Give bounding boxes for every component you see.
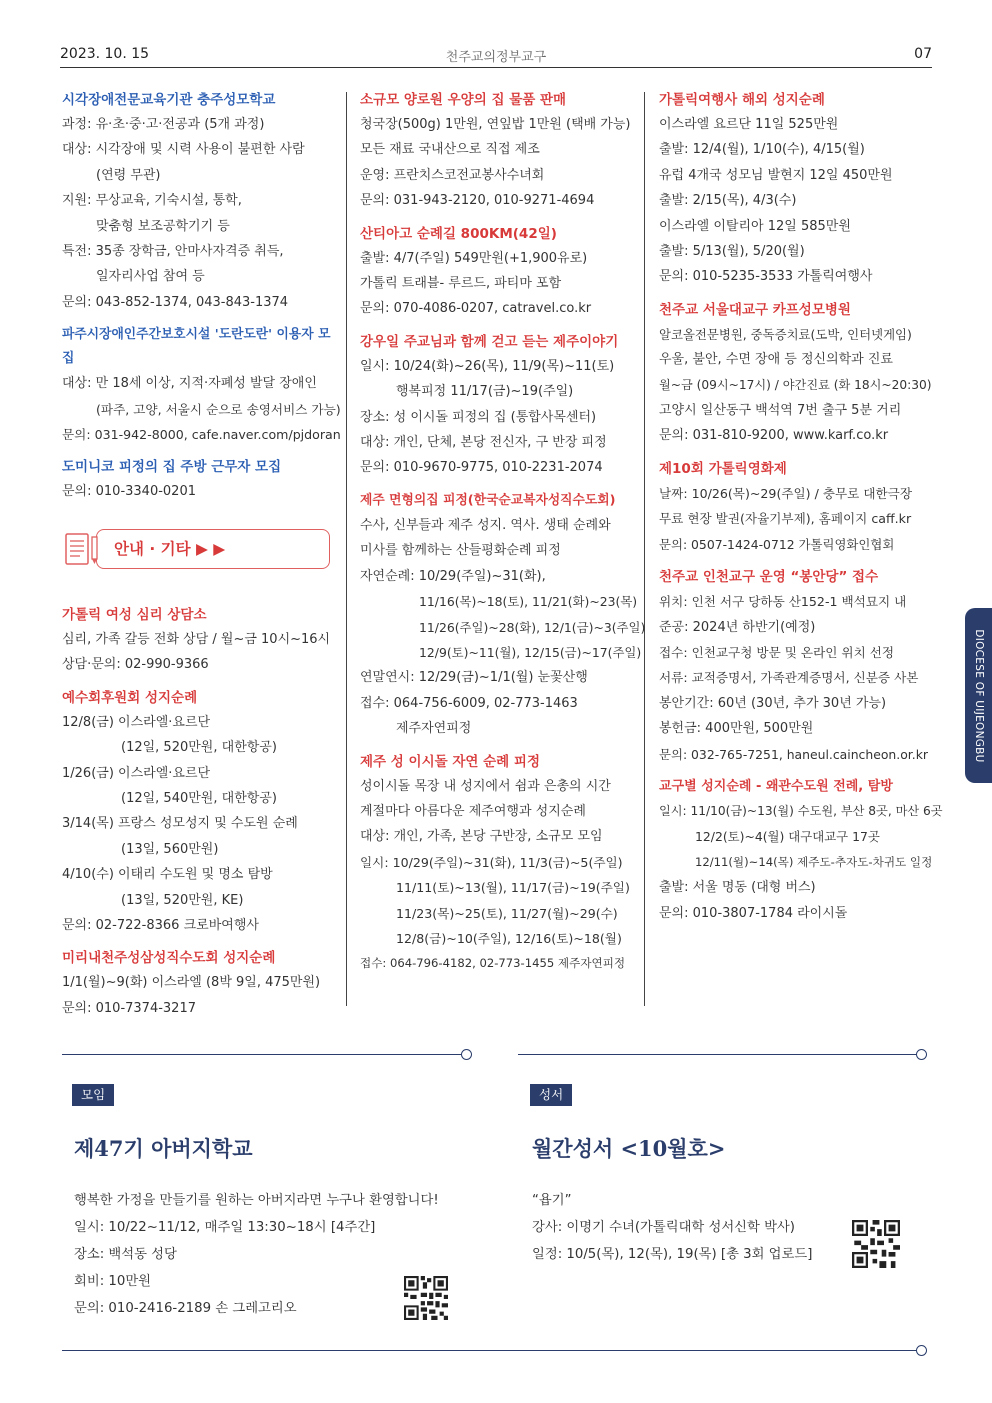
notice-line: 문의: 0507-1424-0712 가톨릭영화인협회 (659, 536, 895, 552)
notice-line: 대상: 만 18세 이상, 지적·자폐성 발달 장애인 (62, 376, 317, 392)
notice-isidore (360, 750, 632, 977)
divider-circle (461, 1049, 472, 1060)
section-header-info (62, 529, 334, 569)
notice-line: 날짜: 10/26(목)~29(주일) / 충무로 대한극장 (659, 485, 913, 501)
notice-line: 봉안기간: 60년 (30년, 추가 30년 가능) (659, 695, 887, 711)
notice-line: 출발: 5/13(월), 5/20(월) (659, 244, 805, 260)
notice-line: 운영: 프란치스코전교봉사수녀회 (360, 167, 545, 183)
notice-counsel (62, 603, 334, 678)
notice-line: 일시: 10/29(주일)~31(화), 11/3(금)~5(주일) (360, 854, 623, 870)
notice-kang (360, 330, 632, 481)
notice-waegwan (659, 775, 943, 926)
notice-santiago (360, 222, 632, 322)
notice-line: 가톨릭 트래블- 루르드, 파티마 포함 (360, 276, 562, 292)
notice-yesu (62, 686, 334, 939)
feature-line: 회비: 10만원 (74, 1274, 152, 1289)
notice-line: 모든 재료 국내산으로 직접 제조 (360, 142, 540, 158)
notice-line: 12/11(월)~14(목) 제주도-추자도-차귀도 일정 (695, 854, 933, 869)
notice-line: 문의: 031-810-9200, www.karf.co.kr (659, 428, 889, 444)
notice-line: (13일, 520만원, KE) (121, 892, 244, 908)
notice-title: 천주교 인천교구 운영 “봉안당” 접수 (659, 569, 879, 586)
feature-line: 행복한 가정을 만들기를 원하는 아버지라면 누구나 환영합니다! (74, 1193, 439, 1208)
notice-line: 알코올전문병원, 중독증치료(도박, 인터넷게임) (659, 326, 912, 342)
notice-line: 대상: 개인, 단체, 본당 전신자, 구 반장 피정 (360, 435, 607, 451)
notice-line: 문의: 010-3807-1784 라이시돌 (659, 905, 848, 921)
notice-line: 행복피정 11/17(금)~19(주일) (396, 384, 574, 400)
notepad-pencil-icon (62, 531, 102, 567)
notice-line: 서류: 교적증명서, 가족관계증명서, 신분증 사본 (659, 670, 919, 686)
qr-code-icon[interactable] (852, 1220, 900, 1268)
divider-circle (916, 1049, 927, 1060)
column-1 (62, 88, 341, 1029)
notice-karf (659, 298, 939, 449)
notice-line: 과정: 유·초·중·고·전공과 (5개 과정) (62, 117, 265, 132)
notice-title: 가톨릭 여성 심리 상담소 (62, 606, 207, 623)
notice-line: 11/16(목)~18(토), 11/21(화)~23(목) (419, 594, 638, 610)
notice-line: (연령 무관) (96, 167, 161, 183)
notice-title: 예수회후원회 성지순례 (62, 689, 198, 706)
notice-line: 문의: 010-7374-3217 (62, 1000, 196, 1016)
notice-title: 제주 성 이시돌 자연 순례 피정 (360, 753, 540, 770)
notice-line: 준공: 2024년 하반기(예정) (659, 619, 816, 635)
notice-line: 12/9(토)~11(월), 12/15(금)~17(주일) (419, 644, 642, 660)
notice-title: 산티아고 순례길 800KM(42일) (360, 225, 557, 242)
notice-line: 성이시돌 목장 내 성지에서 쉼과 은총의 시간 (360, 778, 611, 794)
notice-line: 문의: 010-5235-3533 가톨릭여행사 (659, 269, 873, 285)
notice-line: 12/2(토)~4(월) 대구대교구 17곳 (695, 829, 880, 845)
notice-line: 지원: 무상교육, 기숙시설, 통학, (62, 193, 242, 209)
notice-title: 소규모 양로원 우양의 집 물품 판매 (360, 92, 567, 108)
notice-line: (12일, 540만원, 대한항공) (121, 790, 277, 806)
notice-line: 미사를 함께하는 산들평화순례 피정 (360, 543, 561, 559)
notice-line: 제주자연피정 (396, 721, 472, 737)
notice-sale (360, 88, 632, 214)
notice-line: 일자리사업 참여 등 (96, 269, 205, 285)
notice-title: 제10회 가톨릭영화제 (659, 460, 787, 477)
notice-line: 출발: 4/7(주일) 549만원(+1,900유로) (360, 250, 588, 266)
notice-line: 자연순례: 10/29(주일)~31(화), (360, 568, 546, 584)
notice-line: (12일, 520만원, 대한항공) (121, 740, 277, 756)
notice-blind-school (62, 88, 334, 315)
notice-title: 가톨릭여행사 해외 성지순례 (659, 92, 825, 108)
notice-line: 12/8(금)~10(주일), 12/16(토)~18(월) (396, 930, 622, 946)
category-tag: 성서 (530, 1084, 572, 1106)
feature-title: 제47기 아버지학교 (74, 1136, 253, 1161)
notice-line: 유럽 4개국 성모님 발현지 12일 450만원 (659, 167, 893, 183)
divider-circle (916, 1345, 927, 1356)
notice-film-festival (659, 457, 939, 557)
notice-myeonhyeong (360, 489, 646, 742)
notice-line: 출발: 서울 명동 (대형 버스) (659, 880, 816, 896)
category-tag: 모임 (72, 1084, 114, 1106)
notice-line: 대상: 개인, 가족, 본당 구반장, 소규모 모임 (360, 829, 603, 845)
feature-line: 일시: 10/22~11/12, 매주일 13:30~18시 [4주간] (74, 1220, 376, 1235)
feature-line: “욥기” (532, 1193, 572, 1208)
notice-line: 접수: 인천교구청 방문 및 온라인 위치 선정 (659, 644, 895, 660)
notice-title: 도미니코 피정의 집 주방 근무자 모집 (62, 459, 282, 476)
column-divider (644, 92, 645, 1006)
notice-line: 청국장(500g) 1만원, 연잎밥 1만원 (택배 가능) (360, 117, 631, 132)
notice-line: 3/14(목) 프랑스 성모성지 및 수도원 순례 (62, 816, 298, 832)
notice-line: 수사, 신부들과 제주 성지. 역사. 생태 순례와 (360, 517, 611, 533)
notice-line: 11/11(토)~13(월), 11/17(금)~19(주일) (396, 880, 630, 896)
qr-code-icon[interactable] (404, 1276, 448, 1320)
feature-line: 장소: 백석동 성당 (74, 1247, 177, 1262)
notice-title: 미리내천주성삼성직수도회 성지순례 (62, 950, 276, 967)
notice-line: 12/8(금) 이스라엘·요르단 (62, 714, 211, 730)
notice-line: 문의: 043-852-1374, 043-843-1374 (62, 294, 289, 310)
notice-title: 강우일 주교님과 함께 걷고 듣는 제주이야기 (360, 333, 619, 350)
notice-line: 11/23(목)~25(토), 11/27(월)~29(수) (396, 905, 618, 921)
feature-line: 강사: 이명기 수녀(가톨릭대학 성서신학 박사) (532, 1220, 795, 1235)
notice-dominic (62, 455, 334, 504)
notice-line: 무료 현장 발권(자율기부제), 홈페이지 caff.kr (659, 511, 912, 527)
column-3 (659, 88, 943, 934)
page-number: 07 (914, 46, 932, 62)
notice-line: 11/26(주일)~28(화), 12/1(금)~3(주일) (419, 619, 646, 635)
divider-line (62, 1350, 918, 1351)
issue-date: 2023. 10. 15 (60, 46, 150, 62)
notice-line: 월~금 (09시~17시) / 야간진료 (화 18시~20:30) (659, 377, 932, 392)
notice-line: 일시: 10/24(화)~26(목), 11/9(목)~11(토) (360, 358, 615, 374)
notice-line: 문의: 031-942-8000, cafe.naver.com/pjdoran (62, 427, 341, 443)
notice-line: 1/26(금) 이스라엘·요르단 (62, 765, 211, 781)
notice-line: 1/1(월)~9(화) 이스라엘 (8박 9일, 475만원) (62, 975, 321, 991)
column-2 (360, 88, 646, 985)
notice-line: 심리, 가족 갈등 전화 상담 / 월~금 10시~16시 (62, 631, 331, 647)
column-divider (346, 92, 347, 1006)
notice-line: 이스라엘 요르단 11일 525만원 (659, 117, 839, 132)
notice-line: 위치: 인천 서구 당하동 산152-1 백석묘지 내 (659, 594, 907, 610)
notice-line: 특전: 35종 장학금, 안마사자격증 취득, (62, 244, 284, 260)
divider-line (518, 1054, 918, 1055)
divider-line (62, 1054, 466, 1055)
notice-title: 교구별 성지순례 - 왜관수도원 전례, 탐방 (659, 778, 893, 794)
notice-line: 출발: 2/15(목), 4/3(수) (659, 193, 797, 209)
section-header-label: 안내 · 기타 ▶ ▶ (114, 539, 226, 558)
notice-line: (파주, 고양, 서울시 순으로 송영서비스 가능) (96, 401, 341, 417)
notice-line: 문의: 070-4086-0207, catravel.co.kr (360, 301, 592, 317)
notice-line: 4/10(수) 이태리 수도원 및 명소 탐방 (62, 867, 273, 883)
page-header (60, 44, 932, 68)
notice-line: 연말연시: 12/29(금)~1/1(월) 눈꽃산행 (360, 670, 588, 686)
notice-line: 봉헌금: 400만원, 500만원 (659, 721, 814, 737)
notice-line: 출발: 12/4(월), 1/10(수), 4/15(월) (659, 142, 865, 158)
notice-line: 문의: 02-722-8366 크로바여행사 (62, 917, 259, 933)
side-tab (965, 608, 992, 783)
notice-title: 시각장애전문교육기관 충주성모학교 (62, 92, 276, 108)
notice-line: 문의: 010-9670-9775, 010-2231-2074 (360, 460, 603, 476)
notice-line: 접수: 064-756-6009, 02-773-1463 (360, 695, 578, 711)
notice-title: 파주시장애인주간보호시설 '도란도란' 이용자 모집 (62, 327, 331, 367)
notice-line: 문의: 010-3340-0201 (62, 484, 196, 500)
notice-line: 장소: 성 이시돌 피정의 집 (통합사목센터) (360, 409, 597, 425)
notice-line: 일시: 11/10(금)~13(월) 수도원, 부산 8곳, 마산 6곳 (659, 803, 943, 818)
notice-line: 접수: 064-796-4182, 02-773-1455 제주자연피정 (360, 956, 626, 971)
feature-title: 월간성서 <10월호> (532, 1136, 726, 1161)
notice-doran (62, 323, 341, 447)
notice-line: 문의: 032-765-7251, haneul.caincheon.or.kr (659, 746, 928, 762)
feature-line: 일정: 10/5(목), 12(목), 19(목) [총 3회 업로드] (532, 1247, 813, 1262)
notice-overseas (659, 88, 939, 290)
notice-line: 대상: 시각장애 및 시력 사용이 불편한 사람 (62, 142, 305, 158)
publication-title: 천주교의정부교구 (445, 50, 547, 65)
notice-line: 우울, 불안, 수면 장애 등 정신의학과 진료 (659, 352, 893, 368)
notice-line: (13일, 560만원) (121, 841, 219, 857)
feature-line: 문의: 010-2416-2189 손 그레고리오 (74, 1301, 297, 1316)
notice-line: 계절마다 아름다운 제주여행과 성지순례 (360, 803, 586, 819)
notice-title: 제주 면형의집 피정(한국순교복자성직수도회) (360, 492, 616, 508)
notice-bonandang (659, 565, 939, 767)
notice-line: 이스라엘 이탈리아 12일 585만원 (659, 218, 851, 234)
notice-line: 고양시 일산동구 백석역 7번 출구 5분 거리 (659, 403, 902, 419)
notice-line: 맞춤형 보조공학기기 등 (96, 218, 230, 234)
notice-line: 문의: 031-943-2120, 010-9271-4694 (360, 193, 595, 209)
notice-title: 천주교 서울대교구 카프성모병원 (659, 301, 851, 318)
notice-mirinae (62, 946, 334, 1021)
side-tab-label: DIOCESE OF UIJEONGBU (972, 628, 985, 763)
notice-line: 상담·문의: 02-990-9366 (62, 657, 209, 673)
